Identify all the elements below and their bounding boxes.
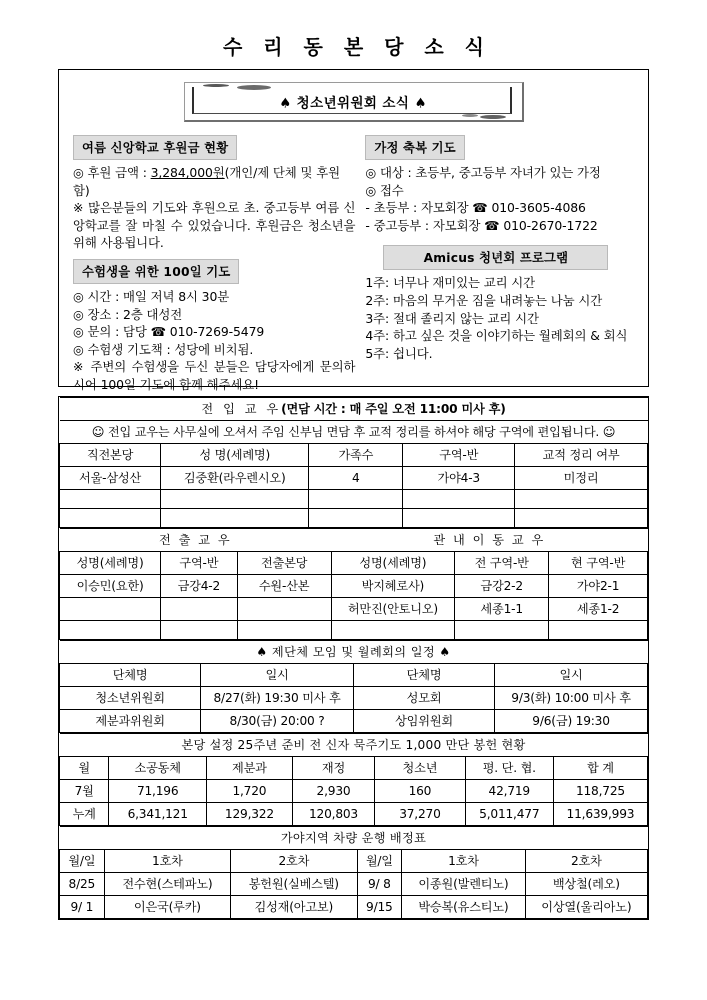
row-header: 누계 bbox=[60, 803, 109, 826]
table-cell: 120,803 bbox=[292, 803, 374, 826]
family-blessing-line: - 중고등부 : 자모회장 ☎ 010-2670-1722 bbox=[365, 217, 598, 233]
table-cell bbox=[161, 509, 309, 528]
column-header: 전 구역-반 bbox=[455, 552, 549, 575]
table-cell: 118,725 bbox=[553, 780, 647, 803]
table-row bbox=[60, 687, 648, 710]
prayer-100-line: ◎ 시간 : 매일 저녁 8시 30분 bbox=[73, 288, 230, 304]
table-cell: 8/27(화) 19:30 미사 후 bbox=[201, 687, 354, 710]
table-cell: 4 bbox=[309, 467, 403, 490]
table-row bbox=[60, 896, 648, 919]
column-header: 1호차 bbox=[402, 850, 525, 873]
column-header: 청소년 bbox=[375, 757, 466, 780]
table-cell: 8/25 bbox=[60, 873, 105, 896]
column-header: 전출본당 bbox=[237, 552, 331, 575]
column-header: 월/일 bbox=[60, 850, 105, 873]
table-row bbox=[60, 467, 648, 490]
table-cell: 박지혜로사) bbox=[331, 575, 454, 598]
table-cell bbox=[455, 621, 549, 640]
table-row bbox=[60, 509, 648, 528]
banner-wrap bbox=[67, 82, 640, 122]
amicus-line: 1주: 너무나 재미있는 교리 시간 bbox=[365, 275, 536, 291]
table-cell: 금강4-2 bbox=[161, 575, 237, 598]
table-cell bbox=[309, 490, 403, 509]
prayer-100-line: ◎ 문의 : 담당 ☎ 010-7269-5479 bbox=[73, 324, 265, 340]
prayer-100-line: ◎ 장소 : 2층 대성전 bbox=[73, 306, 183, 322]
summer-school-note: ※ 많은분들의 기도와 후원으로 초. 중고등부 여름 신앙학교를 잘 마칠 수 있었습니다. 후원금은 청소년을 위해 사용됩니다. bbox=[73, 200, 356, 251]
table-cell bbox=[515, 509, 648, 528]
table-cell: 9/ 8 bbox=[357, 873, 402, 896]
meetings-title: ♠ 제단체 모임 및 월례회의 일정 ♠ bbox=[60, 641, 648, 664]
amount-prefix: ◎ 후원 금액 : bbox=[73, 165, 151, 180]
table-cell: 이은국(루카) bbox=[104, 896, 230, 919]
family-blessing-line: ◎ 접수 bbox=[365, 182, 404, 198]
table-cell: 9/ 1 bbox=[60, 896, 105, 919]
table-cell: 42,719 bbox=[465, 780, 553, 803]
row-header: 7월 bbox=[60, 780, 109, 803]
column-header: 성명(세례명) bbox=[331, 552, 454, 575]
table-cell: 11,639,993 bbox=[553, 803, 647, 826]
table-row bbox=[60, 598, 648, 621]
table-cell: 9/15 bbox=[357, 896, 402, 919]
amicus-line: 5주: 쉽니다. bbox=[365, 345, 433, 361]
column-header: 가족수 bbox=[309, 444, 403, 467]
table-cell: 김중환(라우렌시오) bbox=[161, 467, 309, 490]
table-cell: 세종1-1 bbox=[455, 598, 549, 621]
column-header: 월 bbox=[60, 757, 109, 780]
vehicle-title: 가야지역 차량 운행 배정표 bbox=[60, 827, 648, 850]
section-heading-family-blessing: 가정 축복 기도 bbox=[365, 135, 464, 160]
table-row bbox=[60, 827, 648, 850]
notice-columns bbox=[67, 135, 640, 394]
transfer-out-title: 전 출 교 우 bbox=[60, 529, 332, 552]
transfer-in-note: ☺ 전입 교우는 사무실에 오셔서 주임 신부님 면담 후 교적 정리를 하셔야 해당 구역에 편입됩니다. ☺ bbox=[60, 421, 648, 444]
table-cell: 백상철(레오) bbox=[525, 873, 647, 896]
table-cell bbox=[60, 490, 161, 509]
table-cell bbox=[237, 621, 331, 640]
table-row bbox=[60, 710, 648, 733]
table-row bbox=[60, 641, 648, 664]
column-header: 월/일 bbox=[357, 850, 402, 873]
table-cell bbox=[161, 490, 309, 509]
column-header: 성 명(세례명) bbox=[161, 444, 309, 467]
prayer-100-line: ◎ 수험생 기도책 : 성당에 비치됨. bbox=[73, 341, 254, 357]
table-header-row bbox=[60, 664, 648, 687]
table-cell bbox=[403, 490, 515, 509]
column-header: 합 계 bbox=[553, 757, 647, 780]
table-row bbox=[60, 803, 648, 826]
table-cell: 가야4-3 bbox=[403, 467, 515, 490]
transfer-in-title-cell bbox=[60, 398, 648, 421]
table-header-row bbox=[60, 757, 648, 780]
table-cell: 5,011,477 bbox=[465, 803, 553, 826]
amount-value: 3,284,000원 bbox=[150, 165, 225, 180]
column-header: 직전본당 bbox=[60, 444, 161, 467]
notice-right-column bbox=[355, 135, 640, 394]
column-header: 재정 bbox=[292, 757, 374, 780]
table-row bbox=[60, 421, 648, 444]
table-cell: 가야2-1 bbox=[549, 575, 648, 598]
banner-smudge-icon bbox=[480, 115, 506, 119]
section-heading-amicus: Amicus 청년회 프로그램 bbox=[383, 245, 608, 270]
column-header: 일시 bbox=[495, 664, 648, 687]
table-cell: 청소년위원회 bbox=[60, 687, 201, 710]
internal-move-title: 관 내 이 동 교 우 bbox=[331, 529, 647, 552]
table-cell: 160 bbox=[375, 780, 466, 803]
table-cell bbox=[60, 509, 161, 528]
table-cell bbox=[237, 598, 331, 621]
column-header: 구역-반 bbox=[161, 552, 237, 575]
table-row bbox=[60, 575, 648, 598]
table-cell: 김성재(아고보) bbox=[231, 896, 357, 919]
prayer-100-note: ※ 주변의 수험생을 두신 분들은 담당자에게 문의하시어 100일 기도에 함께 해주세요! bbox=[73, 359, 356, 392]
table-cell: 허만진(안토니오) bbox=[331, 598, 454, 621]
column-header: 2호차 bbox=[231, 850, 357, 873]
table-cell bbox=[403, 509, 515, 528]
table-row bbox=[60, 398, 648, 421]
table-cell: 9/3(화) 10:00 미사 후 bbox=[495, 687, 648, 710]
table-cell: 금강2-2 bbox=[455, 575, 549, 598]
table-row bbox=[60, 529, 648, 552]
table-cell: 세종1-2 bbox=[549, 598, 648, 621]
column-header: 1호차 bbox=[104, 850, 230, 873]
column-header: 교적 정리 여부 bbox=[515, 444, 648, 467]
table-header-row bbox=[60, 552, 648, 575]
table-cell: 8/30(금) 20:00 ? bbox=[201, 710, 354, 733]
table-cell bbox=[60, 621, 161, 640]
decorative-banner bbox=[184, 82, 524, 122]
table-cell: 이상열(울리아노) bbox=[525, 896, 647, 919]
column-header: 현 구역-반 bbox=[549, 552, 648, 575]
tables-container bbox=[58, 396, 649, 920]
table-cell: 37,270 bbox=[375, 803, 466, 826]
table-row bbox=[60, 873, 648, 896]
table-cell: 이승민(요한) bbox=[60, 575, 161, 598]
table-cell: 미정리 bbox=[515, 467, 648, 490]
column-header: 구역-반 bbox=[403, 444, 515, 467]
table-cell: 서울-삼성산 bbox=[60, 467, 161, 490]
banner-title: ♠ 청소년위원회 소식 ♠ bbox=[279, 94, 427, 111]
column-header: 평. 단. 협. bbox=[465, 757, 553, 780]
column-header: 성명(세례명) bbox=[60, 552, 161, 575]
amicus-line: 2주: 마음의 무거운 짐을 내려놓는 나눔 시간 bbox=[365, 292, 603, 308]
vehicle-schedule-table bbox=[59, 826, 648, 919]
table-cell bbox=[515, 490, 648, 509]
table-cell: 71,196 bbox=[109, 780, 207, 803]
table-header-row bbox=[60, 850, 648, 873]
transfer-in-title: 전 입 교 우 bbox=[201, 402, 282, 416]
column-header: 단체명 bbox=[60, 664, 201, 687]
table-row bbox=[60, 780, 648, 803]
table-cell: 제분과위원회 bbox=[60, 710, 201, 733]
column-header: 소공동체 bbox=[109, 757, 207, 780]
table-cell: 6,341,121 bbox=[109, 803, 207, 826]
family-blessing-line: - 초등부 : 자모회장 ☎ 010-3605-4086 bbox=[365, 200, 586, 216]
table-cell bbox=[309, 509, 403, 528]
table-row bbox=[60, 734, 648, 757]
table-cell bbox=[161, 598, 237, 621]
section-heading-prayer-100: 수험생을 위한 100일 기도 bbox=[73, 259, 239, 284]
table-cell: 2,930 bbox=[292, 780, 374, 803]
table-cell: 129,322 bbox=[206, 803, 292, 826]
table-header-row bbox=[60, 444, 648, 467]
banner-smudge-icon bbox=[462, 114, 478, 117]
table-cell bbox=[331, 621, 454, 640]
page-title: 수 리 동 본 당 소 식 bbox=[222, 35, 492, 59]
meetings-table bbox=[59, 640, 648, 733]
amount-suffix: (개인/제 단체 및 후원함) bbox=[73, 165, 340, 198]
column-header: 단체명 bbox=[353, 664, 494, 687]
table-cell: 이종원(발렌티노) bbox=[402, 873, 525, 896]
table-row bbox=[60, 490, 648, 509]
table-cell bbox=[549, 621, 648, 640]
notice-left-column bbox=[67, 135, 355, 394]
column-header: 제분과 bbox=[206, 757, 292, 780]
youth-committee-notice-box bbox=[58, 69, 649, 392]
table-cell: 수원-산본 bbox=[237, 575, 331, 598]
table-cell bbox=[60, 598, 161, 621]
transfer-in-subtitle: (면담 시간 : 매 주일 오전 11:00 미사 후) bbox=[281, 402, 506, 416]
table-cell: 상임위원회 bbox=[353, 710, 494, 733]
amicus-line: 3주: 절대 졸리지 않는 교리 시간 bbox=[365, 310, 539, 326]
rosary-title: 본당 설정 25주년 준비 전 신자 묵주기도 1,000 만단 봉헌 현황 bbox=[60, 734, 648, 757]
rosary-offering-table bbox=[59, 733, 648, 826]
table-cell: 1,720 bbox=[206, 780, 292, 803]
table-cell: 봉헌원(실베스텔) bbox=[231, 873, 357, 896]
column-header: 2호차 bbox=[525, 850, 647, 873]
section-heading-summer-school: 여름 신앙학교 후원금 현황 bbox=[73, 135, 237, 160]
transfer-out-and-internal-move-table bbox=[59, 528, 648, 640]
table-cell: 박승복(유스티노) bbox=[402, 896, 525, 919]
summer-school-amount-line bbox=[73, 164, 355, 199]
spacer bbox=[365, 234, 640, 245]
transfer-in-table bbox=[59, 397, 648, 528]
table-cell: 성모회 bbox=[353, 687, 494, 710]
spacer bbox=[73, 252, 355, 259]
family-blessing-line: ◎ 대상 : 초등부, 중고등부 자녀가 있는 가정 bbox=[365, 165, 601, 180]
table-cell: 9/6(금) 19:30 bbox=[495, 710, 648, 733]
amicus-line: 4주: 하고 싶은 것을 이야기하는 월례회의 & 회식 bbox=[365, 328, 628, 344]
table-cell: 전수현(스테파노) bbox=[104, 873, 230, 896]
table-cell bbox=[161, 621, 237, 640]
table-row bbox=[60, 621, 648, 640]
column-header: 일시 bbox=[201, 664, 354, 687]
